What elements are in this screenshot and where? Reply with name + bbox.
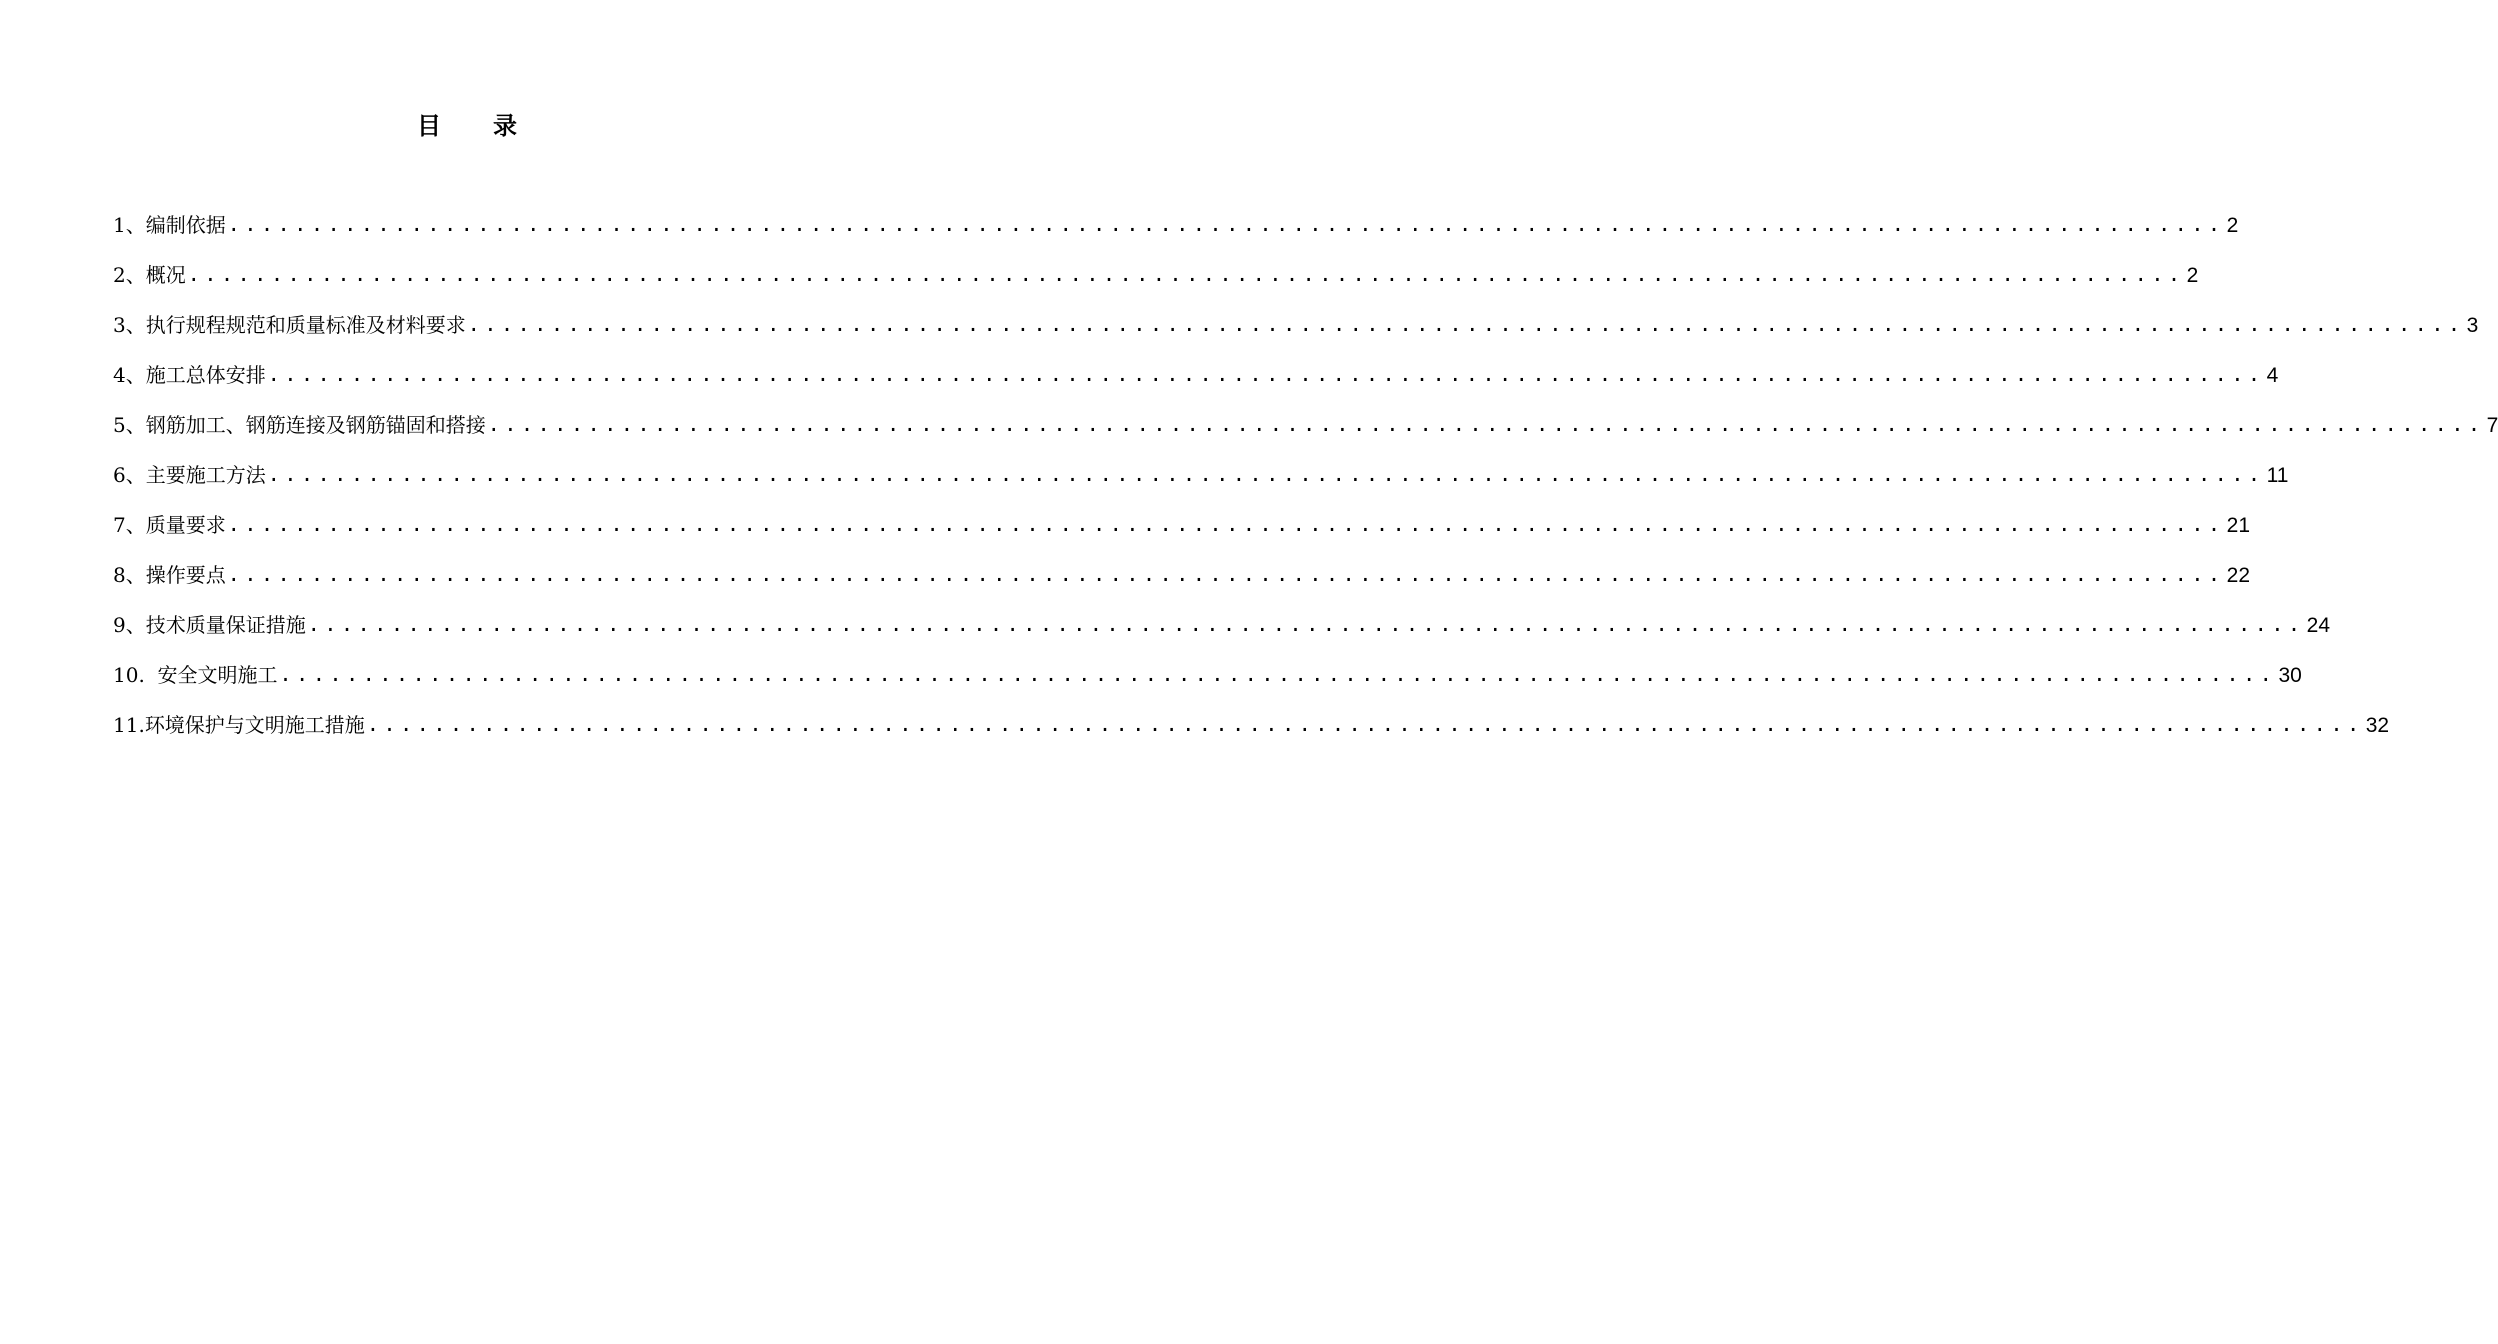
toc-entry-number: 5、 (113, 413, 146, 437)
toc-entry-number: 4、 (113, 363, 146, 387)
toc-entry-page: 3 (2466, 314, 2479, 337)
toc-entry[interactable] (113, 455, 2289, 505)
toc-entry-number: 1、 (113, 213, 146, 237)
toc-dot-leader: ........................................................................................................................ (227, 512, 2225, 536)
toc-dot-leader: ........................................................................................................................ (307, 612, 2305, 636)
toc-entry-title: 执行规程规范和质量标准及材料要求 (145, 313, 466, 337)
toc-entry-title: 质量要求 (145, 513, 226, 537)
toc-entry-page: 30 (2278, 664, 2302, 687)
toc-entry-title: 环境保护与文明施工措施 (144, 713, 365, 737)
toc-entry-number: 11. (113, 713, 145, 737)
toc-entry[interactable] (113, 305, 2479, 355)
toc-entry[interactable] (113, 405, 2498, 455)
toc-dot-leader: ........................................................................................................................ (467, 312, 2465, 336)
toc-entry-page: 4 (2266, 364, 2279, 387)
toc-entry-number: 6、 (113, 463, 146, 487)
toc-entry-title: 概况 (145, 263, 186, 287)
toc-dot-leader: ........................................................................................................................ (366, 712, 2364, 736)
toc-entry-page: 11 (2266, 464, 2289, 487)
toc-entry-page: 7 (2486, 414, 2498, 437)
toc-entry-number: 3、 (113, 313, 146, 337)
toc-entry[interactable] (113, 655, 2302, 705)
toc-entry-title: 技术质量保证措施 (145, 613, 306, 637)
toc-entry-page: 2 (2186, 264, 2199, 287)
toc-dot-leader: ........................................................................................................................ (267, 462, 2265, 486)
toc-entry[interactable] (113, 555, 2251, 605)
toc-entry[interactable] (113, 505, 2251, 555)
toc-dot-leader: ........................................................................................................................ (279, 662, 2277, 686)
toc-entry-page: 32 (2365, 714, 2390, 737)
toc-dot-leader: ........................................................................................................................ (487, 412, 2485, 436)
toc-entry-page: 2 (2226, 214, 2239, 237)
toc-dot-leader: ........................................................................................................................ (187, 262, 2185, 286)
toc-entry-title: 编制依据 (145, 213, 226, 237)
toc-entry-page: 24 (2306, 614, 2331, 637)
toc-entry-number: 10. (113, 663, 158, 687)
toc-entry[interactable] (113, 705, 2390, 755)
toc-dot-leader: ........................................................................................................................ (267, 362, 2265, 386)
toc-entry-title: 安全文明施工 (157, 663, 278, 687)
toc-dot-leader: ........................................................................................................................ (227, 562, 2225, 586)
toc-entry-number: 7、 (113, 513, 146, 537)
toc-entry-title: 主要施工方法 (145, 463, 266, 487)
toc-entry[interactable] (113, 355, 2279, 405)
table-of-contents (113, 205, 2498, 755)
toc-entry-number: 2、 (113, 263, 146, 287)
toc-entry[interactable] (113, 255, 2199, 305)
toc-title: 目录 (417, 111, 569, 140)
toc-entry-page: 22 (2226, 564, 2251, 587)
toc-entry-title: 操作要点 (145, 563, 226, 587)
toc-entry-number: 9、 (113, 613, 146, 637)
toc-entry-number: 8、 (113, 563, 146, 587)
toc-entry-page: 21 (2226, 514, 2251, 537)
toc-entry[interactable] (113, 205, 2239, 255)
toc-entry-title: 钢筋加工、钢筋连接及钢筋锚固和搭接 (145, 413, 486, 437)
toc-entry-title: 施工总体安排 (145, 363, 266, 387)
toc-entry[interactable] (113, 605, 2331, 655)
toc-dot-leader: ........................................................................................................................ (227, 212, 2225, 236)
